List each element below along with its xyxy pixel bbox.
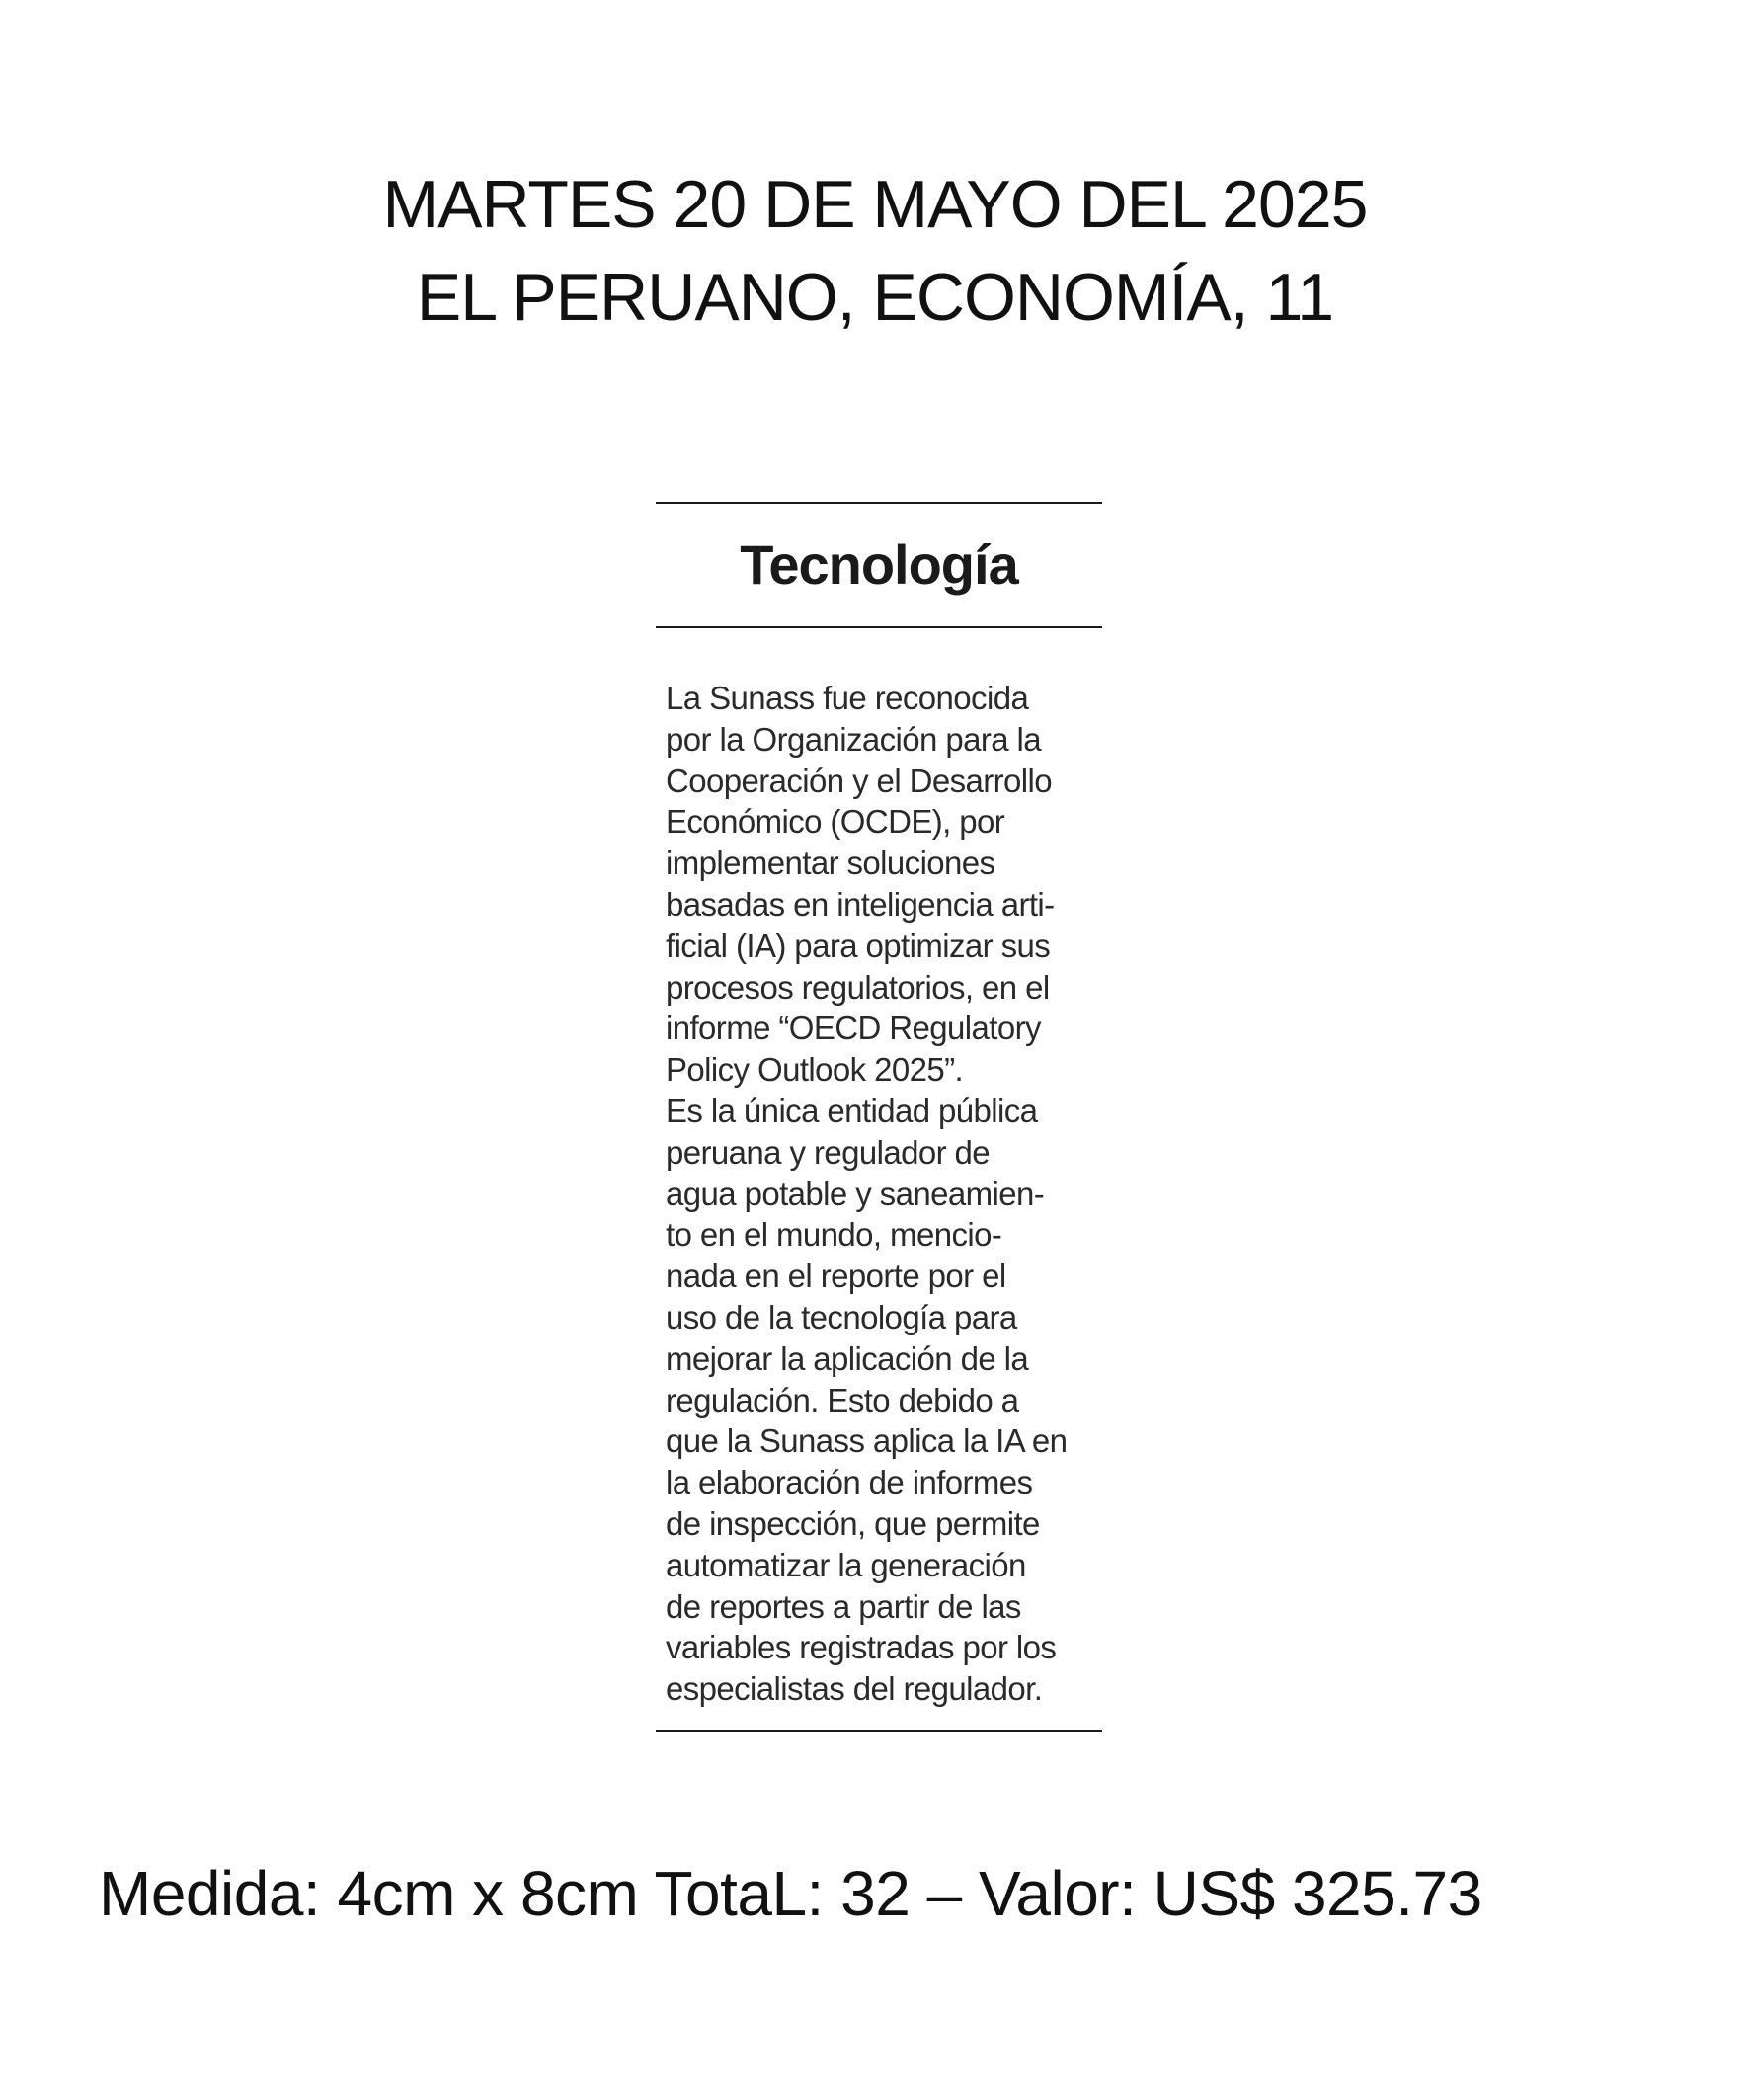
clipping-header	[0, 158, 1750, 344]
article-line: Es la única entidad pública	[666, 1091, 1038, 1129]
section-title: Tecnología	[740, 533, 1018, 596]
article-line: mejorar la aplicación de la	[666, 1339, 1029, 1377]
article-line: agua potable y saneamien-	[666, 1174, 1045, 1212]
article-line: nada en el reporte por el	[666, 1257, 1006, 1295]
article-line: la elaboración de informes	[666, 1464, 1033, 1501]
article-line: basadas en inteligencia arti-	[666, 885, 1055, 923]
article-line: de reportes a partir de las	[666, 1587, 1021, 1625]
article-line: especialistas del regulador.	[666, 1670, 1043, 1708]
article-line: automatizar la generación	[666, 1546, 1026, 1583]
article-body	[656, 628, 1102, 1730]
article-line: informe “OECD Regulatory	[666, 1010, 1041, 1047]
article-line: regulación. Esto debido a	[666, 1381, 1019, 1418]
article-line: variables registradas por los	[666, 1629, 1057, 1666]
article-line: La Sunass fue reconocida	[666, 680, 1029, 716]
publication-date: MARTES 20 DE MAYO DEL 2025	[382, 167, 1368, 242]
article-line: Cooperación y el Desarrollo	[666, 762, 1052, 799]
article-line: peruana y regulador de	[666, 1133, 991, 1171]
article-line: Policy Outlook 2025”.	[666, 1051, 964, 1089]
article-line: por la Organización para la	[666, 720, 1042, 758]
article-line: procesos regulatorios, en el	[666, 968, 1050, 1006]
article-line: de inspección, que permite	[666, 1504, 1040, 1542]
publication-source: EL PERUANO, ECONOMÍA, 11	[416, 260, 1334, 335]
article-line: to en el mundo, mencio-	[666, 1216, 1002, 1253]
bottom-rule	[656, 1730, 1102, 1732]
article-line: que la Sunass aplica la IA en	[666, 1422, 1068, 1460]
article-line: uso de la tecnología para	[666, 1298, 1017, 1335]
clipping-measure-summary: Medida: 4cm x 8cm TotaL: 32 – Valor: US$ 325.73	[99, 1858, 1482, 1929]
article-line: implementar soluciones	[666, 845, 995, 882]
news-clipping	[656, 502, 1102, 1732]
article-line: Económico (OCDE), por	[666, 803, 1005, 841]
article-line: ficial (IA) para optimizar sus	[666, 927, 1051, 964]
